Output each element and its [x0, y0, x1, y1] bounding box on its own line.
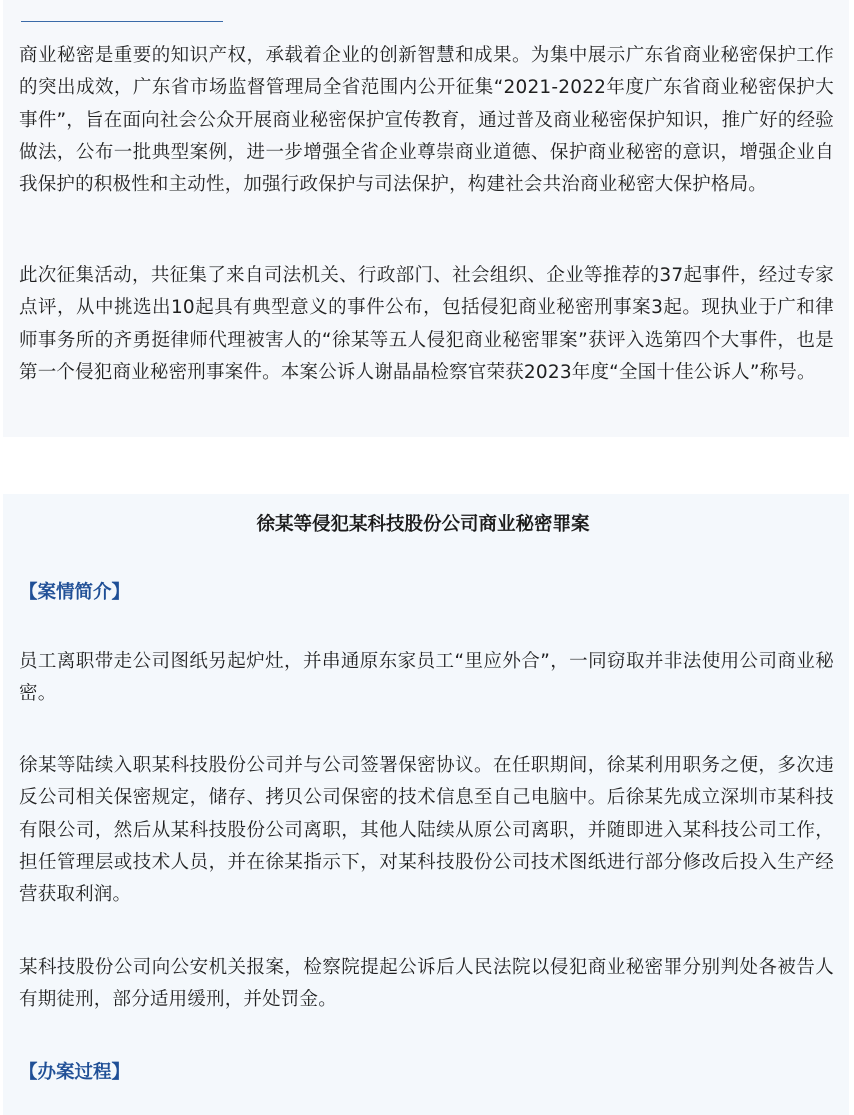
case-summary-result: 某科技股份公司向公安机关报案，检察院提起公诉后人民法院以侵犯商业秘密罪分别判处各被告人有期徒刑，部分适用缓刑，并处罚金。 — [19, 957, 834, 1011]
intro-paragraph-2: 此次征集活动，共征集了来自司法机关、行政部门、社会组织、企业等推荐的37起事件，经过专家点评，从中挑选出10起具有典型意义的事件公布，包括侵犯商业秘密刑事案3起。现执业于广和律师事务所的齐勇挺律师代理被害人的“徐某等五人侵犯商业秘密罪案”获评入选第四个大事件，也是第一个侵犯商业秘密刑事案件。本案公诉人谢晶晶检察官荣获2023年度“全国十佳公诉人”称号。 — [19, 265, 834, 383]
case-summary-lead: 员工离职带走公司图纸另起炉灶，并串通原东家员工“里应外合”，一同窃取并非法使用公司商业秘密。 — [19, 651, 834, 705]
section-heading-process: 【办案过程】 — [19, 1062, 131, 1083]
accent-divider — [21, 21, 223, 22]
case-summary-detail: 徐某等陆续入职某科技股份公司并与公司签署保密协议。在任职期间，徐某利用职务之便，多次违反公司相关保密规定，储存、拷贝公司保密的技术信息至自己电脑中。后徐某先成立深圳市某科技有限公司，然后从某科技股份公司离职，其他人陆续从原公司离职，并随即进入某科技公司工作，担任管理层或技术人员，并在徐某指示下，对某科技股份公司技术图纸进行部分修改后投入生产经营获取利润。 — [19, 755, 834, 906]
intro-paragraph-1: 商业秘密是重要的知识产权，承载着企业的创新智慧和成果。为集中展示广东省商业秘密保护工作的突出成效，广东省市场监督管理局全省范围内公开征集“2021-2022年度广东省商业秘密保护大事件”，旨在面向社会公众开展商业秘密保护宣传教育，通过普及商业秘密保护知识，推广好的经验做法，公布一批典型案例，进一步增强全省企业尊崇商业道德、保护商业秘密的意识，增强企业自我保护的积极性和主动性，加强行政保护与司法保护，构建社会共治商业秘密大保护格局。 — [19, 45, 834, 196]
case-title: 徐某等侵犯某科技股份公司商业秘密罪案 — [256, 514, 590, 535]
section-heading-summary: 【案情简介】 — [19, 582, 131, 603]
